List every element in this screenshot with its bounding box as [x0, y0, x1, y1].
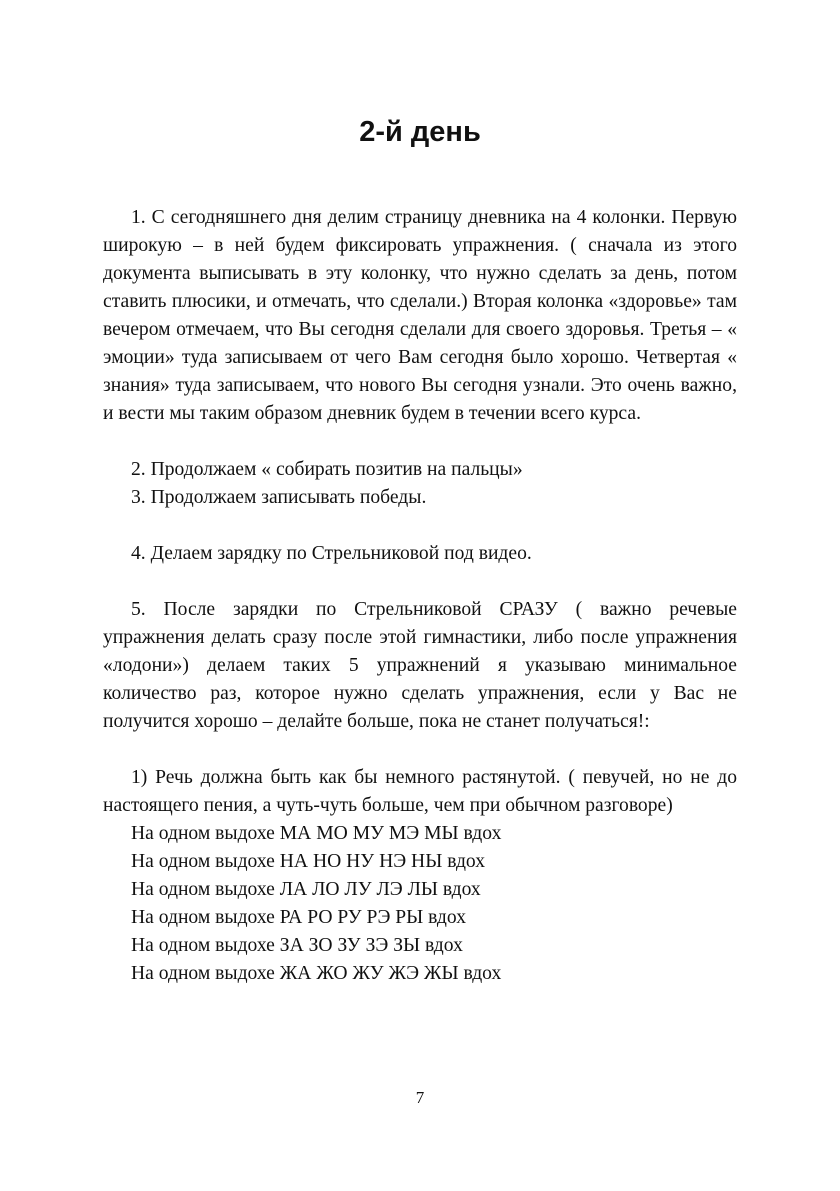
- paragraph-gap: [103, 428, 737, 456]
- exercise-line: На одном выдохе ЖА ЖО ЖУ ЖЭ ЖЫ вдох: [131, 963, 502, 984]
- paragraph-speech-rule: 1) Речь должна быть как бы немного растянутой. ( певучей, но не до настоящего пения, а чуть-чуть больше, чем при обычном разговоре): [103, 767, 737, 816]
- exercise-line: На одном выдохе РА РО РУ РЭ РЫ вдох: [131, 907, 467, 928]
- paragraph-gap: [103, 512, 737, 540]
- paragraph-diary-columns: 1. С сегодняшнего дня делим страницу дневника на 4 колонки. Первую широкую – в ней будем фиксировать упражнения. ( сначала из этого документа выписывать в эту колонку, что нужно сделать за день, потом ставить плюсики, и отмечать, что сделали.) Вторая колонка «здоровье» там вечером отмечаем, что Вы сегодня сделали для своего здоровья. Третья – « эмоции» туда записываем от чего Вам сегодня было хорошо. Четвертая « знания» туда записываем, что нового Вы сегодня узнали. Это очень важно, и вести мы таким образом дневник будем в течении всего курса.: [103, 207, 737, 424]
- paragraph-gap: [103, 736, 737, 764]
- page-body: [103, 204, 737, 988]
- exercise-line: На одном выдохе ЗА ЗО ЗУ ЗЭ ЗЫ вдох: [131, 935, 463, 956]
- page-title: 2-й день: [359, 116, 481, 148]
- paragraph-speech-exercises: 5. После зарядки по Стрельниковой СРАЗУ ( важно речевые упражнения делать сразу после этой гимнастики, либо после упражнения «лодони») делаем таких 5 упражнений я указываю минимальное количество раз, которое нужно сделать упражнения, если у Вас не получится хорошо – делайте больше, пока не станет получаться!:: [103, 599, 737, 732]
- paragraph-positive: 2. Продолжаем « собирать позитив на пальцы»: [131, 459, 523, 480]
- paragraph-exercise: 4. Делаем зарядку по Стрельниковой под видео.: [131, 543, 532, 564]
- exercise-line: На одном выдохе МА МО МУ МЭ МЫ вдох: [131, 823, 502, 844]
- paragraph-gap: [103, 568, 737, 596]
- exercise-line: На одном выдохе ЛА ЛО ЛУ ЛЭ ЛЫ вдох: [131, 879, 481, 900]
- page-number: 7: [415, 1088, 425, 1107]
- paragraph-victories: 3. Продолжаем записывать победы.: [131, 487, 427, 508]
- exercise-line: На одном выдохе НА НО НУ НЭ НЫ вдох: [131, 851, 486, 872]
